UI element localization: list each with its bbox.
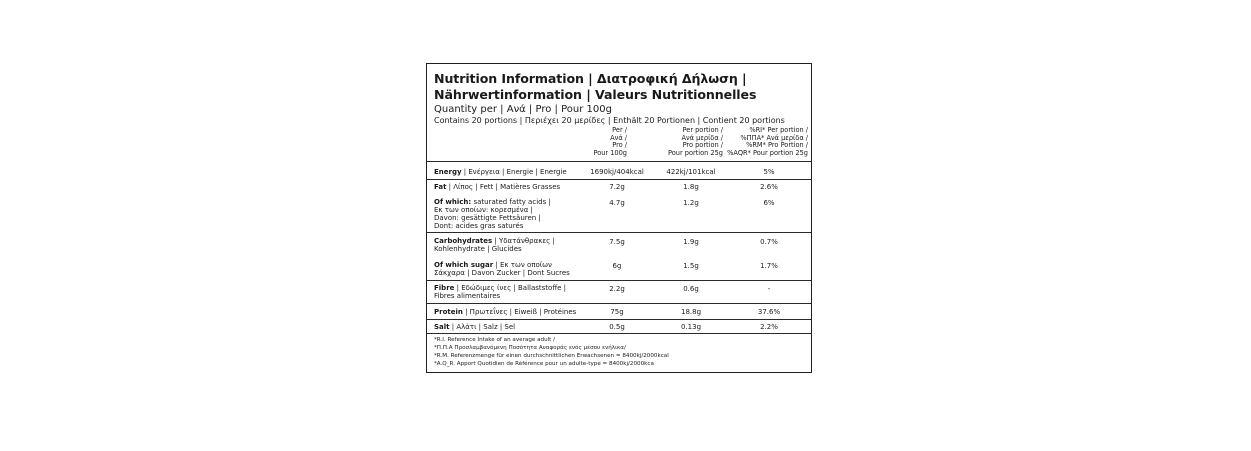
nutrient-translations: Davon: gesättigte Fettsäuren |: [434, 214, 541, 222]
divider: [427, 179, 811, 180]
sugar-ri-value: 1.7%: [760, 262, 778, 270]
divider: [427, 303, 811, 304]
row-fibre-label: [434, 284, 584, 300]
fat-portion-value: 1.8g: [683, 183, 699, 191]
column-header-line: Pour 100g: [593, 148, 627, 157]
column-header-line: %RM* Pro Portion /: [746, 141, 808, 150]
saturates-per100-value: 4.7g: [609, 199, 625, 207]
row-protein-label: [434, 308, 584, 316]
column-header-line: Per portion /: [682, 126, 723, 134]
nutrient-name: Fibre: [434, 284, 455, 292]
column-header-line: Pour portion 25g: [668, 148, 723, 157]
saturates-portion-value: 1.2g: [683, 199, 699, 207]
divider: [427, 280, 811, 281]
salt-ri-value: 2.2%: [760, 323, 778, 331]
row-sugar-label: [434, 261, 584, 277]
energy-per100-value: 1690kj/404kcal: [590, 168, 644, 176]
protein-ri-value: 37.6%: [757, 308, 781, 316]
column-header-line: Pro /: [612, 141, 627, 150]
title-line-2: Nährwertinformation | Valeurs Nutritionnelles: [434, 87, 757, 102]
nutrient-name: Energy: [434, 168, 462, 176]
row-carbohydrates-label: [434, 237, 584, 253]
nutrient-translations: Dont: acides gras saturés: [434, 222, 524, 230]
divider: [427, 333, 811, 334]
footnote: *Π.Π.Α Προσλαμβανόμενη Ποσότητα Αναφοράς ενός μέσου ενήλικα/: [434, 345, 626, 351]
title-line-1: Nutrition Information | Διατροφική Δήλωση |: [434, 71, 747, 86]
nutrient-translations: Fibres alimentaires: [434, 292, 501, 300]
row-energy-label: [434, 168, 584, 176]
carbohydrates-per100-value: 7.5g: [609, 238, 625, 246]
energy-ri-value: 5%: [763, 168, 775, 176]
column-header-line: %ΠΠΑ* Ανά μερίδα /: [740, 133, 808, 142]
footnote: *R.M. Referenzmenge für einen durchschnittlichen Erwachsenen = 8400kj/2000kcal: [434, 353, 669, 359]
nutrient-translations: | Λίπος | Fett | Matières Grasses: [446, 183, 561, 191]
fibre-portion-value: 0.6g: [683, 285, 699, 293]
column-header-ri: [723, 127, 808, 157]
protein-portion-value: 18.8g: [680, 308, 702, 316]
footnote: *A.Q_R. Apport Quotidien de Référence pour un adulte-type = 8400kj/2000kca: [434, 361, 654, 367]
sugar-per100-value: 6g: [612, 262, 622, 270]
energy-portion-value: 422kj/101kcal: [666, 168, 716, 176]
row-fat-label: [434, 183, 584, 191]
column-header-line: Per /: [612, 126, 627, 134]
column-header-portion: [653, 127, 723, 157]
nutrient-translations: saturated fatty acids |: [471, 198, 551, 206]
sugar-portion-value: 1.5g: [683, 262, 699, 270]
nutrition-label-panel: [426, 63, 812, 373]
column-header-line: %AQR* Pour portion 25g: [727, 148, 808, 157]
divider: [427, 161, 811, 162]
fat-per100-value: 7.2g: [609, 183, 625, 191]
contains-line: Contains 20 portions | Περιέχει 20 μερίδες | Enthält 20 Portionen | Contient 20 portions: [434, 116, 785, 125]
divider: [427, 319, 811, 320]
nutrient-translations: | Αλάτι | Salz | Sel: [449, 323, 516, 331]
carbohydrates-ri-value: 0.7%: [760, 238, 778, 246]
nutrient-translations: Kohlenhydrate | Glucides: [434, 245, 522, 253]
salt-per100-value: 0.5g: [609, 323, 625, 331]
footnotes: [434, 336, 809, 368]
nutrient-translations: | Εδώδιμες ίνες | Ballaststoffe |: [454, 284, 567, 292]
column-header-line: Pro portion /: [682, 141, 723, 150]
nutrient-translations: | Υδατάνθρακες |: [492, 237, 555, 245]
label-title: [434, 71, 806, 103]
nutrient-translations: | Ενέργεια | Energie | Energie: [461, 168, 567, 176]
column-header-line: Ανά μερίδα /: [681, 133, 723, 142]
row-salt-label: [434, 323, 584, 331]
carbohydrates-portion-value: 1.9g: [683, 238, 699, 246]
nutrient-name: Salt: [434, 323, 450, 331]
quantity-line: Quantity per | Ανά | Pro | Pour 100g: [434, 104, 612, 115]
nutrient-translations: | Εκ των οποίων: [493, 261, 552, 269]
saturates-ri-value: 6%: [763, 199, 775, 207]
nutrient-name: Of which:: [434, 198, 472, 206]
row-saturates-label: [434, 198, 584, 230]
fibre-ri-value: -: [767, 285, 771, 293]
footnote: *R.I. Reference Intake of an average adult /: [434, 337, 556, 343]
column-header-line: %RI* Per portion /: [749, 126, 808, 134]
salt-portion-value: 0.13g: [680, 323, 702, 331]
nutrient-translations: Εκ των οποίων: κορεσμένα |: [434, 206, 533, 214]
protein-per100-value: 75g: [610, 308, 624, 316]
divider: [427, 232, 811, 233]
nutrient-name: Carbohydrates: [434, 237, 493, 245]
fibre-per100-value: 2.2g: [609, 285, 625, 293]
nutrient-name: Protein: [434, 308, 463, 316]
nutrient-name: Of which sugar: [434, 261, 494, 269]
nutrient-translations: Σάκχαρα | Davon Zucker | Dont Sucres: [434, 269, 570, 277]
fat-ri-value: 2.6%: [760, 183, 778, 191]
column-header-line: Ανά /: [610, 133, 627, 142]
nutrient-translations: | Πρωτεΐνες | Eiweiß | Protéines: [462, 308, 577, 316]
nutrient-name: Fat: [434, 183, 447, 191]
column-header-per100: [587, 127, 627, 157]
